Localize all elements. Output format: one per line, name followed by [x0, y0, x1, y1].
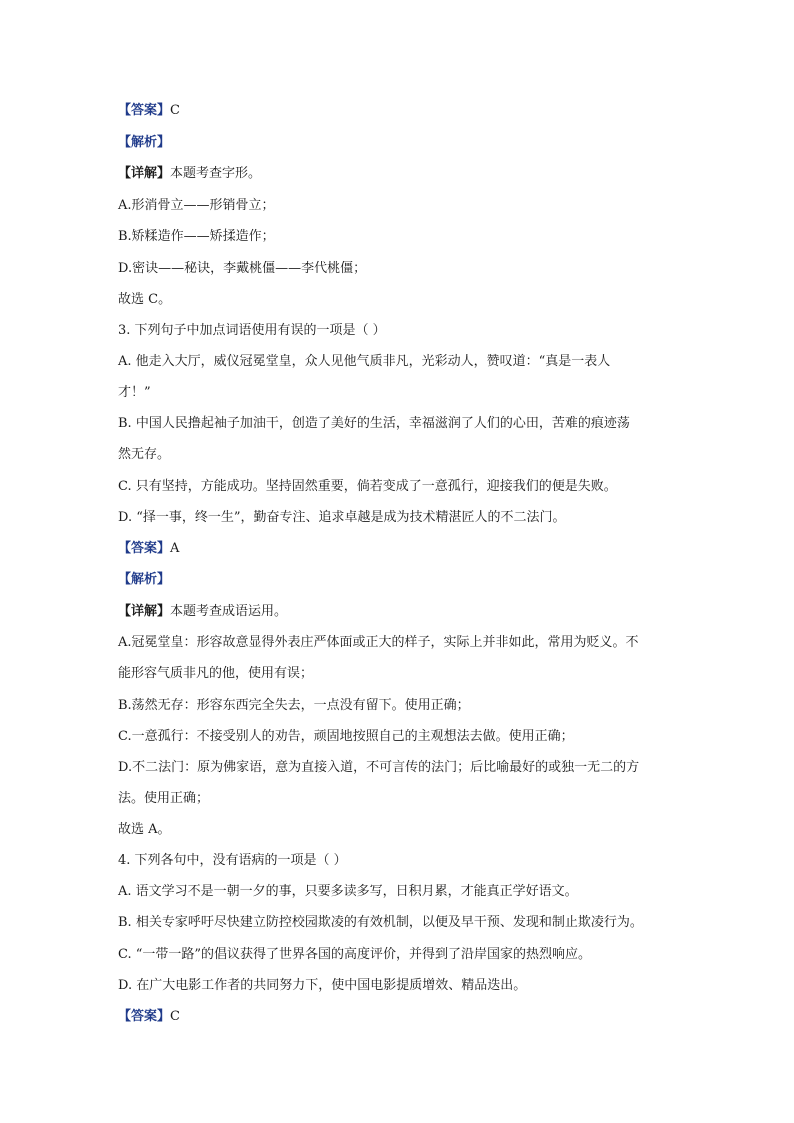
question-stem: 3. 下列句子中加点词语使用有误的一项是（ ） [118, 323, 386, 338]
option-line: 然无存。 [118, 447, 171, 462]
answer-line [118, 540, 179, 558]
explanation-line: B.矫糅造作——矫揉造作； [118, 229, 275, 244]
analysis-heading [118, 134, 170, 152]
explanation-line: D.密诀——秘诀，李戴桃僵——李代桃僵； [118, 261, 367, 276]
question-stem: 4. 下列各句中，没有语病的一项是（ ） [118, 853, 347, 868]
answer-line [118, 102, 180, 120]
detail-line [118, 603, 287, 621]
conclusion-line: 故选 A。 [118, 822, 171, 837]
answer-label: 【答案】 [118, 103, 171, 118]
answer-value: A [170, 541, 180, 556]
detail-label: 【详解】 [118, 166, 171, 181]
option-line: B. 中国人民撸起袖子加油干，创造了美好的生活，幸福滋润了人们的心田，苦难的痕迹荡 [118, 416, 630, 431]
explanation-line: A.形消骨立——形销骨立； [118, 198, 275, 213]
answer-value: C [170, 1009, 180, 1024]
option-line: B. 相关专家呼吁尽快建立防控校园欺凌的有效机制，以便及早干预、发现和制止欺凌行为。 [118, 915, 643, 930]
answer-label: 【答案】 [118, 1009, 171, 1024]
detail-label: 【详解】 [118, 604, 171, 619]
analysis-heading [118, 571, 170, 589]
detail-text: 本题考查成语运用。 [170, 604, 288, 619]
explanation-line: A.冠冕堂皇：形容故意显得外表庄严体面或正大的样子，实际上并非如此，常用为贬义。不 [118, 635, 639, 650]
answer-line [118, 1008, 180, 1026]
answer-label: 【答案】 [118, 541, 171, 556]
option-line: C. 只有坚持，方能成功。坚持固然重要，倘若变成了一意孤行，迎接我们的便是失败。 [118, 479, 617, 494]
detail-line [118, 165, 261, 183]
option-line: C. “一带一路”的倡议获得了世界各国的高度评价，并得到了沿岸国家的热烈响应。 [118, 947, 592, 962]
explanation-line: 法。使用正确； [118, 791, 210, 806]
explanation-line: 能形容气质非凡的他，使用有误； [118, 666, 314, 681]
explanation-line: C.一意孤行：不接受别人的劝告，顽固地按照自己的主观想法去做。使用正确； [118, 729, 574, 744]
option-line: D. “择一事，终一生”，勤奋专注、追求卓越是成为技术精湛匠人的不二法门。 [118, 510, 566, 525]
option-line: A. 他走入大厅，威仪冠冕堂皇，众人见他气质非凡，光彩动人，赞叹道：“真是一表人 [118, 354, 611, 369]
analysis-label: 【解析】 [118, 572, 171, 587]
answer-value: C [170, 103, 180, 118]
option-line: A. 语文学习不是一朝一夕的事，只要多读多写，日积月累，才能真正学好语文。 [118, 884, 578, 899]
conclusion-line: 故选 C。 [118, 292, 172, 307]
analysis-label: 【解析】 [118, 135, 171, 150]
detail-text: 本题考查字形。 [170, 166, 262, 181]
explanation-line: B.荡然无存：形容东西完全失去，一点没有留下。使用正确； [118, 698, 470, 713]
option-line: D. 在广大电影工作者的共同努力下，使中国电影提质增效、精品迭出。 [118, 978, 527, 993]
explanation-line: D.不二法门：原为佛家语，意为直接入道，不可言传的法门；后比喻最好的或独一无二的方 [118, 760, 640, 775]
option-line: 才！” [118, 385, 151, 400]
